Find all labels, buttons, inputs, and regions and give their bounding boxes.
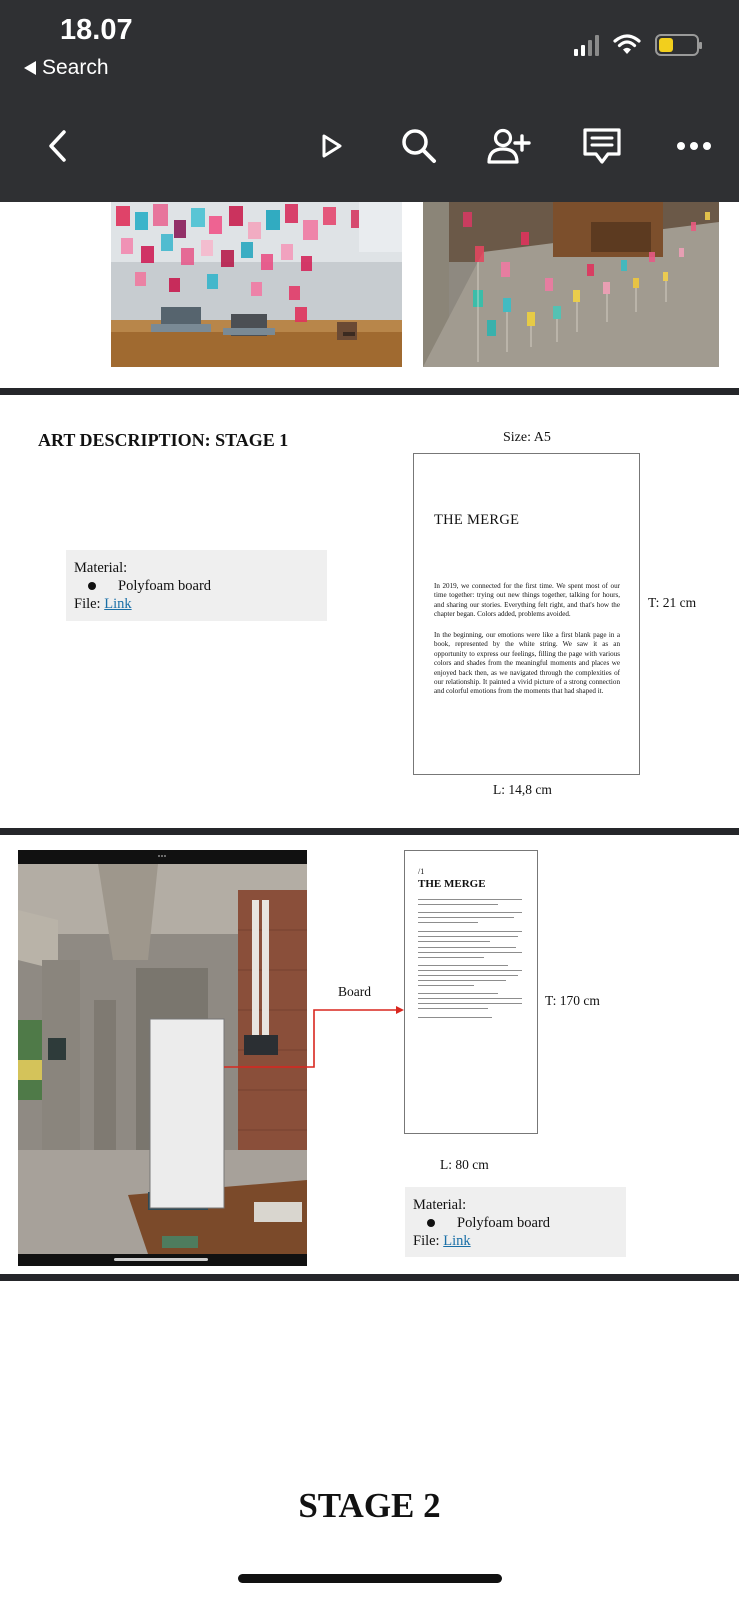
slide2-page-number: /1 [418,867,425,876]
document-viewer[interactable] [0,202,739,1600]
battery-icon [655,34,699,56]
wifi-icon [613,34,641,56]
cellular-signal-icon [574,34,599,56]
material-list-item [74,577,319,595]
status-time: 18.07 [60,14,133,46]
file-link[interactable]: Link [104,596,132,612]
add-person-icon[interactable] [485,122,533,170]
app-header [0,0,739,202]
back-chevron-icon[interactable] [34,122,82,170]
play-icon[interactable] [307,122,355,170]
back-triangle-icon [24,61,36,75]
slide-separator [0,1274,739,1281]
more-icon[interactable] [670,122,718,170]
home-indicator[interactable] [238,1574,502,1583]
slide1-page-title: THE MERGE [434,512,520,528]
slide2-page-title: THE MERGE [418,878,486,890]
file-label: File: [74,596,101,612]
material-item-label: Polyfoam board [457,1215,551,1231]
slide1-width-label: L: 14,8 cm [493,782,552,797]
search-icon[interactable] [395,122,443,170]
slide2-page-preview [404,850,538,1134]
slide2-height-label: T: 170 cm [545,993,600,1008]
file-row [413,1232,618,1250]
file-row [74,595,319,613]
board-label: Board [338,984,371,999]
slide2-width-label: L: 80 cm [440,1157,489,1172]
slide1-material-box [66,550,327,621]
file-link[interactable]: Link [443,1233,471,1249]
back-app-label: Search [42,56,109,79]
bullet-icon [88,582,96,590]
slide1-size-label: Size: A5 [503,430,551,445]
board-arrow-icon [224,984,406,1070]
comment-icon[interactable] [578,122,626,170]
bullet-icon [427,1219,435,1227]
material-list-item [413,1214,618,1232]
material-heading: Material: [413,1197,467,1213]
slide1-paragraph-1: In 2019, we connected for the first time. We spent most of our time together: trying out new things together, talking for hours, and sharing our stories. Everything felt right, and that's how the chapter began. Colors added, problems avoided. [434,582,620,619]
file-label: File: [413,1233,440,1249]
slide1-page-preview [413,453,640,775]
slide-separator [0,388,739,395]
material-item-label: Polyfoam board [118,578,212,594]
stage2-title: STAGE 2 [298,1486,441,1525]
slide1-paragraph-2: In the beginning, our emotions were like a first blank page in a book, represented by the white string. We saw it as an opportunity to express our feelings, filling the page with various colors and shades from the meaningful moments and places we enjoyed back then, as we navigated through the complexities of our relationship. It painted a vivid picture of a strong connection and colorful emotions from the moments that had shaped it. [434,631,620,696]
slide1-height-label: T: 21 cm [648,595,697,610]
back-to-search-link[interactable] [24,56,109,80]
slide2-material-box [405,1187,626,1257]
gallery-photo-left [111,202,402,367]
gallery-photo-right [423,202,719,367]
status-icons [574,34,699,56]
material-heading: Material: [74,560,128,576]
slide-separator [0,828,739,835]
slide1-title: ART DESCRIPTION: STAGE 1 [38,430,289,450]
